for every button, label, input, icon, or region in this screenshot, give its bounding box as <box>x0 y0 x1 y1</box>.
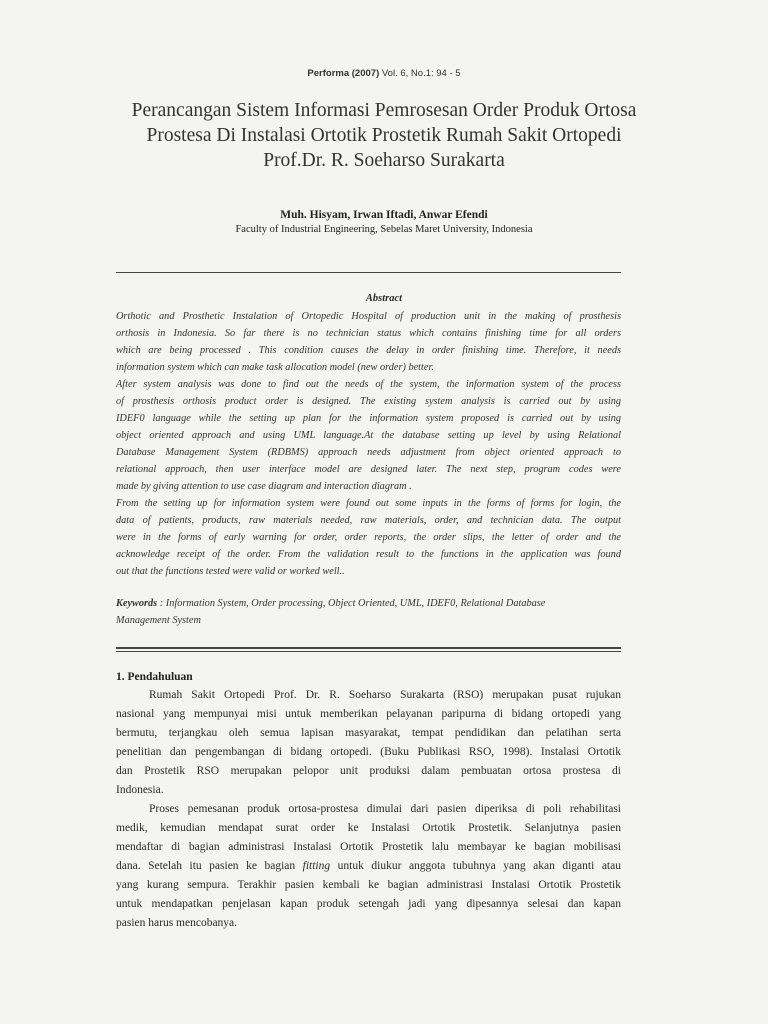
body-line: medik, kemudian mendapat surat order ke Instalasi Ortotik Prostetik. Selanjutnya pasien <box>116 822 621 834</box>
running-head <box>0 68 768 79</box>
body-text: dana. Setelah itu pasien ke bagian <box>116 860 303 872</box>
top-divider <box>116 272 621 273</box>
journal-name: Performa (2007) <box>307 68 380 79</box>
section-divider <box>116 647 621 649</box>
abstract-line: Database Management System (RDBMS) approach needs adjustment from object oriented approach to <box>116 447 621 458</box>
abstract-line: After system analysis was done to find out the needs of the system, the information system of the process <box>116 379 621 390</box>
abstract-heading: Abstract <box>365 293 403 304</box>
body-text: untuk diukur anggota tubuhnya yang akan diganti atau <box>330 860 621 872</box>
abstract-line: orthosis in Indonesia. So far there is no technician status which contains finishing time for all orders <box>116 328 621 339</box>
body-line: mendaftar di bagian administrasi Instalasi Ortotik Prostetik lalu membayar ke bagian mobilisasi <box>116 841 621 853</box>
abstract-line: From the setting up for information system were found out some inputs in the forms of forms for login, the <box>116 498 621 509</box>
title-line: Perancangan Sistem Informasi Pemrosesan Order Produk Ortosa <box>131 100 637 121</box>
body-line: nasional yang mempunyai misi untuk memberikan pelayanan paripurna di bidang ortopedi yang <box>116 708 621 720</box>
authors: Muh. Hisyam, Irwan Iftadi, Anwar Efendi <box>280 209 488 221</box>
paper-title <box>100 98 668 173</box>
abstract-line: relational approach, then user interface model are designed later. The next step, program codes were <box>116 464 621 475</box>
body-line: Indonesia. <box>116 784 164 796</box>
title-line: Prostesa Di Instalasi Ortotik Prostetik Rumah Sakit Ortopedi <box>146 125 622 146</box>
body-line: penelitian dan pengembangan di bidang ortopedi. (Buku Publikasi RSO, 1998). Instalasi Ortotik <box>116 746 621 758</box>
body-line: dan Prostetik RSO merupakan pelopor unit produksi dalam pembuatan ortosa prostesa di <box>116 765 621 777</box>
abstract-body <box>116 308 621 580</box>
abstract-line: made by giving attention to use case diagram and interaction diagram . <box>116 481 412 492</box>
abstract-line: Orthotic and Prosthetic Instalation of Ortopedic Hospital of production unit in the making of prosthesis <box>116 311 621 322</box>
journal-volume: Vol. 6, No.1: 94 - 5 <box>379 68 461 79</box>
body-line: Rumah Sakit Ortopedi Prof. Dr. R. Soeharso Surakarta (RSO) merupakan pusat rujukan <box>149 689 621 701</box>
body-italic-term: fitting <box>302 860 331 872</box>
abstract-line: were in the forms of early warning for order, order reports, the order slips, the letter of order and the <box>116 532 621 543</box>
abstract-line: which are being processed . This condition causes the delay in order finishing time. Therefore, it needs <box>116 345 621 356</box>
affiliation: Faculty of Industrial Engineering, Sebelas Maret University, Indonesia <box>235 224 533 235</box>
section-body <box>116 686 621 933</box>
abstract-line: information system which can make task allocation model (new order) better. <box>116 362 434 373</box>
body-line <box>116 857 621 876</box>
keywords-label: Keywords <box>116 598 158 609</box>
body-line: pasien harus mencobanya. <box>116 917 238 929</box>
section-heading: 1. Pendahuluan <box>116 671 193 683</box>
body-line: untuk mendapatkan penjelasan kapan produk setengah jadi yang dipesannya selesai dan kapan <box>116 898 621 910</box>
abstract-line: acknowledge receipt of the order. From the validation result to the functions in the application was found <box>116 549 621 560</box>
abstract-line: object oriented approach and using UML language.At the database setting up level by using Relational <box>116 430 621 441</box>
keywords-list: : Information System, Order processing, Object Oriented, UML, IDEF0, Relational Database <box>157 598 546 609</box>
keywords <box>116 595 621 629</box>
title-line: Prof.Dr. R. Soeharso Surakarta <box>263 150 505 171</box>
abstract-line: data of patients, products, raw materials needed, raw materials, order, and technician data. The output <box>116 515 621 526</box>
section-divider-thin <box>116 651 621 652</box>
abstract-line: out that the functions tested were valid or worked well.. <box>116 566 345 577</box>
body-line: bermutu, terjangkau oleh semua lapisan masyarakat, tempat pendidikan dan pelatihan serta <box>116 727 621 739</box>
abstract-line: of prosthesis orthosis product order is designed. The existing system analysis is carried out by using <box>116 396 621 407</box>
abstract-line: IDEF0 language while the setting up plan for the information system proposed is carried out by using <box>116 413 621 424</box>
keywords-list-continued: Management System <box>116 615 201 626</box>
body-line: Proses pemesanan produk ortosa-prostesa dimulai dari pasien diperiksa di poli rehabilitasi <box>149 803 621 815</box>
body-line: yang kurang sempura. Terakhir pasien kembali ke bagian administrasi Instalasi Ortotik Prostetik <box>116 879 621 891</box>
